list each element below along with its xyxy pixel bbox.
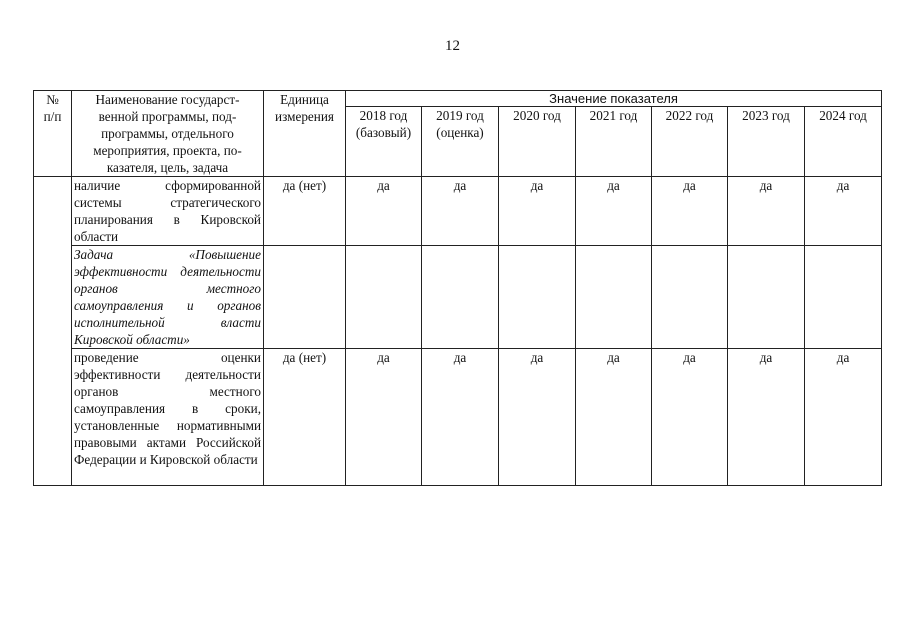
header-name: Наименование государст- венной программы, под- программы, отдельного мероприятия, проекта, по- казателя, цель, задача: [72, 91, 264, 177]
value-cell: да: [728, 177, 805, 246]
value-cell: да: [576, 349, 652, 486]
header-year-2019: 2019 год (оценка): [422, 107, 499, 177]
value-cell: да: [499, 349, 576, 486]
unit-cell: да (нет): [264, 349, 346, 486]
indicator-name: проведение оценки эффективности деятельности органов местного самоуправления в сроки, установленные нормативными правовыми актами Российской Федерации и Кировской области: [72, 349, 264, 486]
header-num: № п/п: [34, 91, 72, 177]
value-cell: да: [576, 177, 652, 246]
value-cell: [499, 246, 576, 349]
table-row: [34, 349, 882, 486]
header-year-2021: 2021 год: [576, 107, 652, 177]
header-year-2022: 2022 год: [652, 107, 728, 177]
indicators-table: [33, 90, 882, 486]
header-year-2018: 2018 год (базовый): [346, 107, 422, 177]
task-name: Задача «Повышение эффективности деятельности органов местного самоуправления и органов исполнительной власти Кировской области»: [72, 246, 264, 349]
value-cell: [346, 246, 422, 349]
unit-cell: [264, 246, 346, 349]
value-cell: [728, 246, 805, 349]
value-cell: да: [422, 349, 499, 486]
value-cell: [652, 246, 728, 349]
value-cell: да: [805, 177, 882, 246]
value-cell: да: [422, 177, 499, 246]
value-cell: да: [805, 349, 882, 486]
header-value-group: Значение показателя: [346, 91, 882, 107]
header-unit: Единица измерения: [264, 91, 346, 177]
unit-cell: да (нет): [264, 177, 346, 246]
table-row: [34, 246, 882, 349]
header-row-top: [34, 91, 882, 107]
value-cell: [805, 246, 882, 349]
table-row: [34, 177, 882, 246]
indicator-name: наличие сформированной системы стратегического планирования в Кировской области: [72, 177, 264, 246]
page-number: 12: [445, 38, 460, 54]
value-cell: да: [652, 349, 728, 486]
value-cell: да: [499, 177, 576, 246]
value-cell: да: [728, 349, 805, 486]
header-year-2020: 2020 год: [499, 107, 576, 177]
header-year-2023: 2023 год: [728, 107, 805, 177]
value-cell: да: [652, 177, 728, 246]
value-cell: да: [346, 349, 422, 486]
value-cell: да: [346, 177, 422, 246]
value-cell: [576, 246, 652, 349]
row-num-cell: [34, 177, 72, 486]
header-year-2024: 2024 год: [805, 107, 882, 177]
value-cell: [422, 246, 499, 349]
